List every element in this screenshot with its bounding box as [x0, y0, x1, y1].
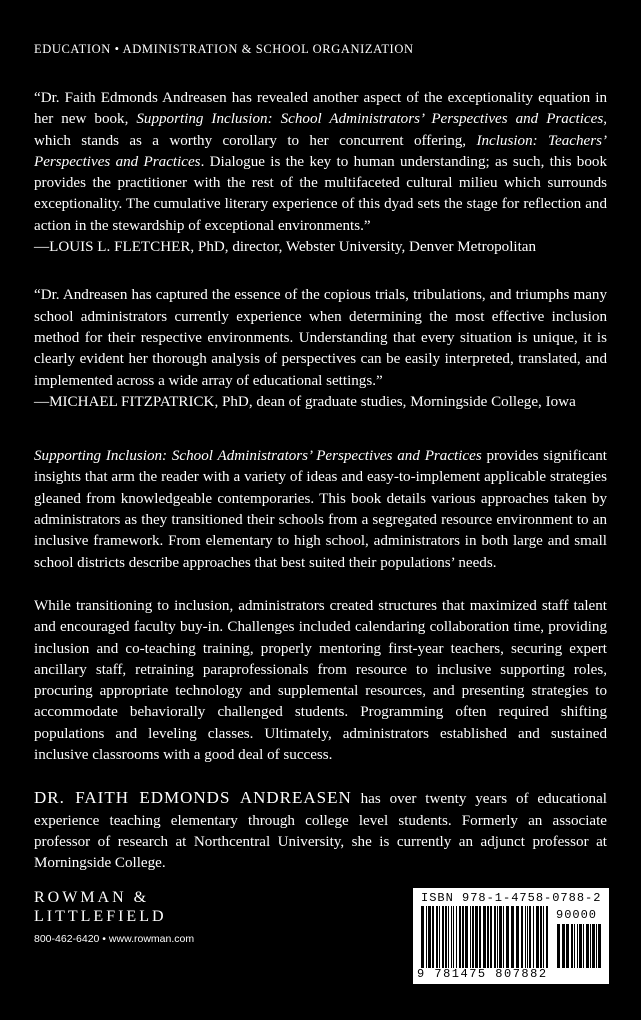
category-header: EDUCATION • ADMINISTRATION & SCHOOL ORGANIZATION	[34, 42, 414, 56]
barcode-bar	[557, 924, 560, 968]
description-paragraph	[34, 446, 607, 574]
barcode-bar	[475, 906, 478, 968]
barcode-bar	[456, 906, 457, 968]
barcode-bar	[598, 924, 601, 968]
quote-text: , which stands as a worthy corollary to her concurrent offering,	[34, 111, 607, 149]
barcode-bar	[536, 906, 539, 968]
publisher-logo	[34, 888, 194, 945]
barcode-bar	[529, 906, 531, 968]
barcode-bar	[583, 924, 584, 968]
barcode-bar	[525, 906, 526, 968]
barcode-bar	[465, 906, 468, 968]
barcode-bar	[494, 906, 496, 968]
barcode-bar	[562, 924, 565, 968]
barcode-bar	[497, 906, 498, 968]
author-name: DR. FAITH EDMONDS ANDREASEN	[34, 788, 352, 808]
barcode-bar	[503, 906, 504, 968]
book-title: Supporting Inclusion: School Administrators’ Perspectives and Practices	[136, 111, 604, 128]
barcode-bar	[579, 924, 582, 968]
barcode-number: 9 781475 807882	[417, 967, 548, 981]
barcode-bar	[592, 924, 595, 968]
barcode-bar	[428, 906, 431, 968]
quote-fletcher	[34, 88, 607, 237]
barcode-bar	[487, 906, 489, 968]
barcode-bar	[426, 906, 427, 968]
isbn-barcode	[413, 888, 609, 984]
barcode-bar	[511, 906, 514, 968]
quote-fitzpatrick: “Dr. Andreasen has captured the essence of the copious trials, tribulations, and triumphs many school administrators currently experience when determining the most effective inclusion method for their respective environments. Understanding that every situation is unique, it is clearly evident her thorough analysis of perspectives can be easily interpreted, translated, and implemented across a wide array of educational settings.”	[34, 287, 607, 389]
barcode-bar	[571, 924, 573, 968]
barcode-bar	[499, 906, 502, 968]
description-text: provides significant insights that arm the reader with a variety of ideas and easy-to-implement applicable strategies gleaned from knowledgeable contemporaries. This book details various approaches taken by administrators as they transitioned their schools from a segregated resource environment to an inclusive framework. From elementary to high school, administrators in both large and small school districts describe approaches that best suited their populations’ needs.	[34, 448, 607, 571]
barcode-bar	[586, 924, 589, 968]
barcode-bar	[479, 906, 481, 968]
barcode-bar	[596, 924, 597, 968]
publisher-name-line1: ROWMAN &	[34, 889, 150, 906]
isbn-text: ISBN 978-1-4758-0788-2	[421, 891, 602, 905]
barcode-bar	[577, 924, 578, 968]
price-addon: 90000	[556, 908, 598, 922]
quote-attribution: —MICHAEL FITZPATRICK, PhD, dean of graduate studies, Morningside College, Iowa	[34, 393, 576, 410]
barcode-bar	[566, 924, 569, 968]
barcode-bar	[483, 906, 486, 968]
publisher-name-line2: LITTLEFIELD	[34, 908, 167, 925]
barcode-bar	[490, 906, 492, 968]
barcode-bar	[451, 906, 452, 968]
description-paragraph: While transitioning to inclusion, administrators created structures that maximized staff talent and encouraged faculty buy-in. Challenges included calendaring collaboration time, providing inclusion and co-teaching training, properly mentoring first-year teachers, securing expert ancillary staff, retraining paraprofessionals from resource to inclusive supporting roles, procuring appropriate technology and supplemental resources, and presenting strategies to accommodate behaviorally challenged students. Programming often required shifting populations and leveling classes. Ultimately, administrators established and sustained inclusive classrooms with a good deal of success.	[34, 597, 607, 764]
barcode-bar	[506, 906, 509, 968]
barcode-bar	[453, 906, 454, 968]
barcode-bar	[436, 906, 438, 968]
back-cover-text	[34, 88, 607, 875]
bio-text: has over twenty years of educational experience teaching elementary through college level students. Formerly an associate professor of research at Northcentral University, she is currently an adjunct professor at Morningside College.	[34, 791, 607, 872]
barcode-bar	[540, 906, 542, 968]
quote-attribution: —LOUIS L. FLETCHER, PhD, director, Webster University, Denver Metropolitan	[34, 239, 537, 256]
barcode-bar	[470, 906, 471, 968]
barcode-bar	[442, 906, 444, 968]
barcode-bar	[546, 906, 548, 968]
barcode-bar	[543, 906, 544, 968]
companion-book-title: Inclusion: Teachers’ Perspectives and Practices	[34, 132, 607, 170]
barcode-bar	[439, 906, 440, 968]
quote-text: . Dialogue is the key to human understanding; as such, this book provides the practitioner with the rest of the multifaceted cultural milieu which surrounds exceptionality. The cumulative literary experience of this dyad sets the stage for reflection and action in the stewardship of exceptional environments.”	[34, 153, 607, 234]
barcode-bar	[574, 924, 575, 968]
barcode-bar	[459, 906, 461, 968]
barcode-bar	[521, 906, 523, 968]
barcode-bar	[472, 906, 474, 968]
barcode-bar	[432, 906, 434, 968]
publisher-contact: 800-462-6420 • www.rowman.com	[34, 933, 195, 945]
barcode-bar	[516, 906, 519, 968]
barcode-bar	[421, 906, 424, 968]
barcode-bar	[590, 924, 591, 968]
barcode-bar	[462, 906, 464, 968]
barcode-bar	[527, 906, 528, 968]
barcode-bar	[448, 906, 449, 968]
barcode-bar	[445, 906, 447, 968]
barcode-bar	[533, 906, 534, 968]
barcode-bars	[421, 906, 551, 968]
addon-barcode-bars	[557, 924, 601, 968]
quote-text: “Dr. Faith Edmonds Andreasen has revealed another aspect of the exceptionality equation in her new book,	[34, 90, 607, 128]
book-title: Supporting Inclusion: School Administrators’ Perspectives and Practices	[34, 448, 482, 465]
author-bio	[34, 787, 607, 874]
